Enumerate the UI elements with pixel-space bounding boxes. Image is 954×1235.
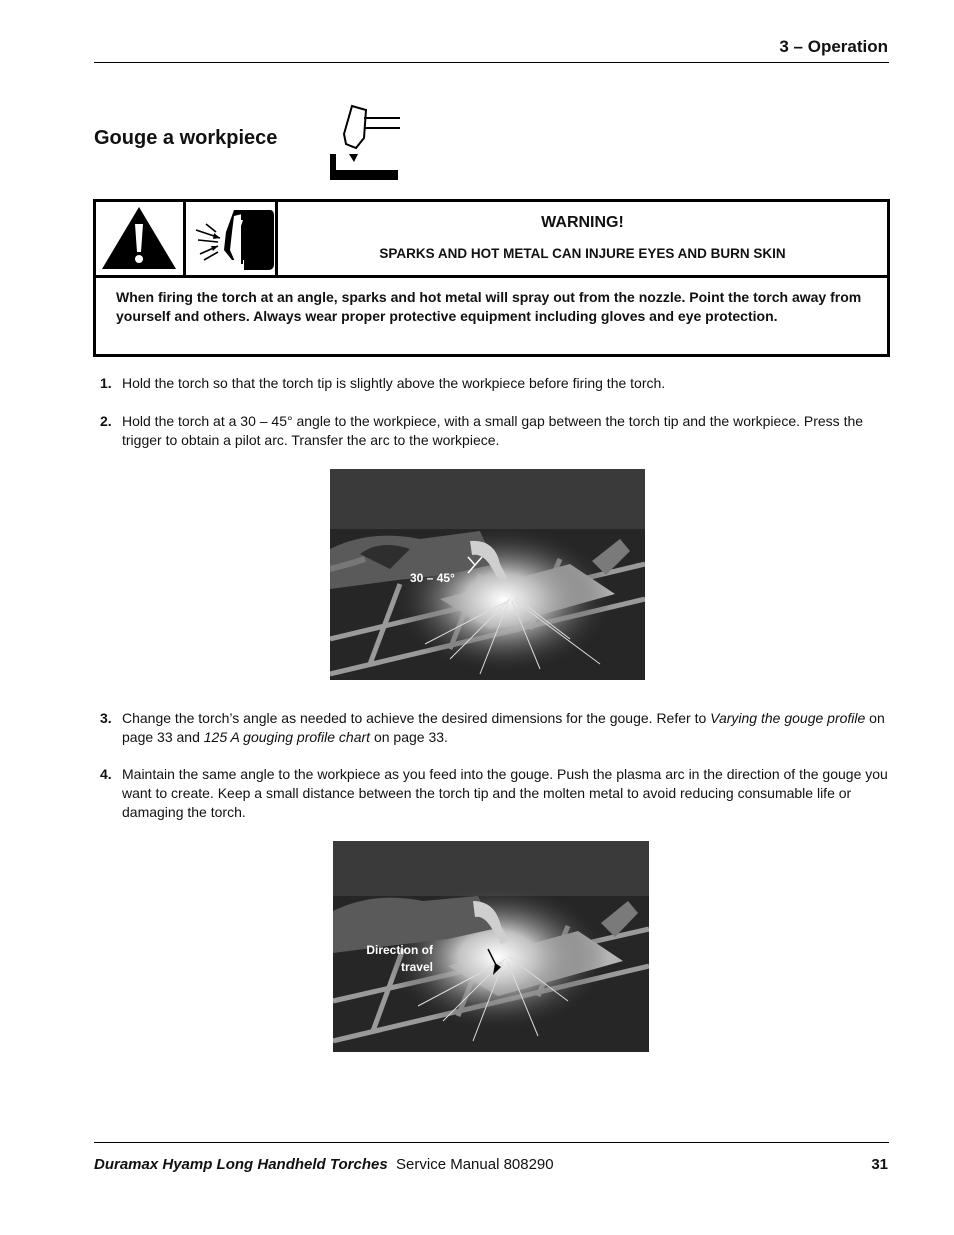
product-name: Duramax Hyamp Long Handheld Torches (94, 1156, 388, 1173)
direction-label-line: Direction of (366, 943, 433, 957)
warning-symbol-cell (96, 202, 186, 275)
reference-link: Varying the gouge profile (710, 710, 866, 726)
warning-box (93, 199, 890, 357)
warning-triangle-icon (96, 202, 186, 275)
warning-heading: WARNING! (541, 214, 624, 231)
warning-header-row (96, 202, 887, 278)
page-number: 31 (871, 1156, 888, 1173)
manual-number: Service Manual 808290 (396, 1156, 554, 1173)
step-3 (100, 709, 890, 747)
direction-label-line: travel (400, 960, 433, 974)
header-divider (94, 62, 889, 63)
step-text-part: on page 33 and (122, 710, 885, 745)
step-text-part: Change the torch’s angle as needed to achieve the desired dimensions for the gouge. Refer to (122, 710, 711, 726)
step-number: 4. (100, 766, 112, 782)
warning-body: When firing the torch at an angle, sparks and hot metal will spray out from the nozzle. Point the torch away from yourself and others. Always wear proper protective equipment including gloves and eye protection. (116, 289, 862, 324)
step-number: 1. (100, 375, 112, 391)
gouging-torch-icon (330, 104, 400, 180)
step-text (122, 709, 890, 747)
page-title: Gouge a workpiece (94, 127, 278, 149)
direction-label (366, 942, 433, 976)
step-text: Maintain the same angle to the workpiece as you feed into the gouge. Push the plasma arc in the direction of the gouge you want to create. Keep a small distance between the torch tip and the molten metal to avoid reducing consumable life or damaging the torch. (122, 766, 888, 820)
section-header: 3 – Operation (779, 37, 888, 56)
step-2 (100, 412, 890, 450)
step-text: Hold the torch so that the torch tip is slightly above the workpiece before firing the torch. (122, 375, 666, 391)
warning-subheading: SPARKS AND HOT METAL CAN INJURE EYES AND BURN SKIN (379, 246, 786, 261)
footer-product-info (94, 1156, 554, 1173)
direction-of-travel-photo (333, 841, 649, 1052)
step-1 (100, 374, 890, 393)
face-shield-sparks-icon (186, 202, 278, 275)
angle-label: 30 – 45° (410, 571, 455, 585)
step-text-part: on page 33. (370, 729, 448, 745)
step-text: Hold the torch at a 30 – 45° angle to the workpiece, with a small gap between the torch tip and the workpiece. Press the trigger to obtain a pilot arc. Transfer the arc to the workpiece. (122, 413, 864, 448)
face-shield-cell (186, 202, 278, 275)
gouging-angle-photo (330, 469, 645, 680)
step-number: 3. (100, 710, 112, 726)
footer-divider (94, 1142, 889, 1143)
step-4 (100, 765, 890, 822)
step-number: 2. (100, 413, 112, 429)
reference-link: 125 A gouging profile chart (203, 729, 371, 745)
